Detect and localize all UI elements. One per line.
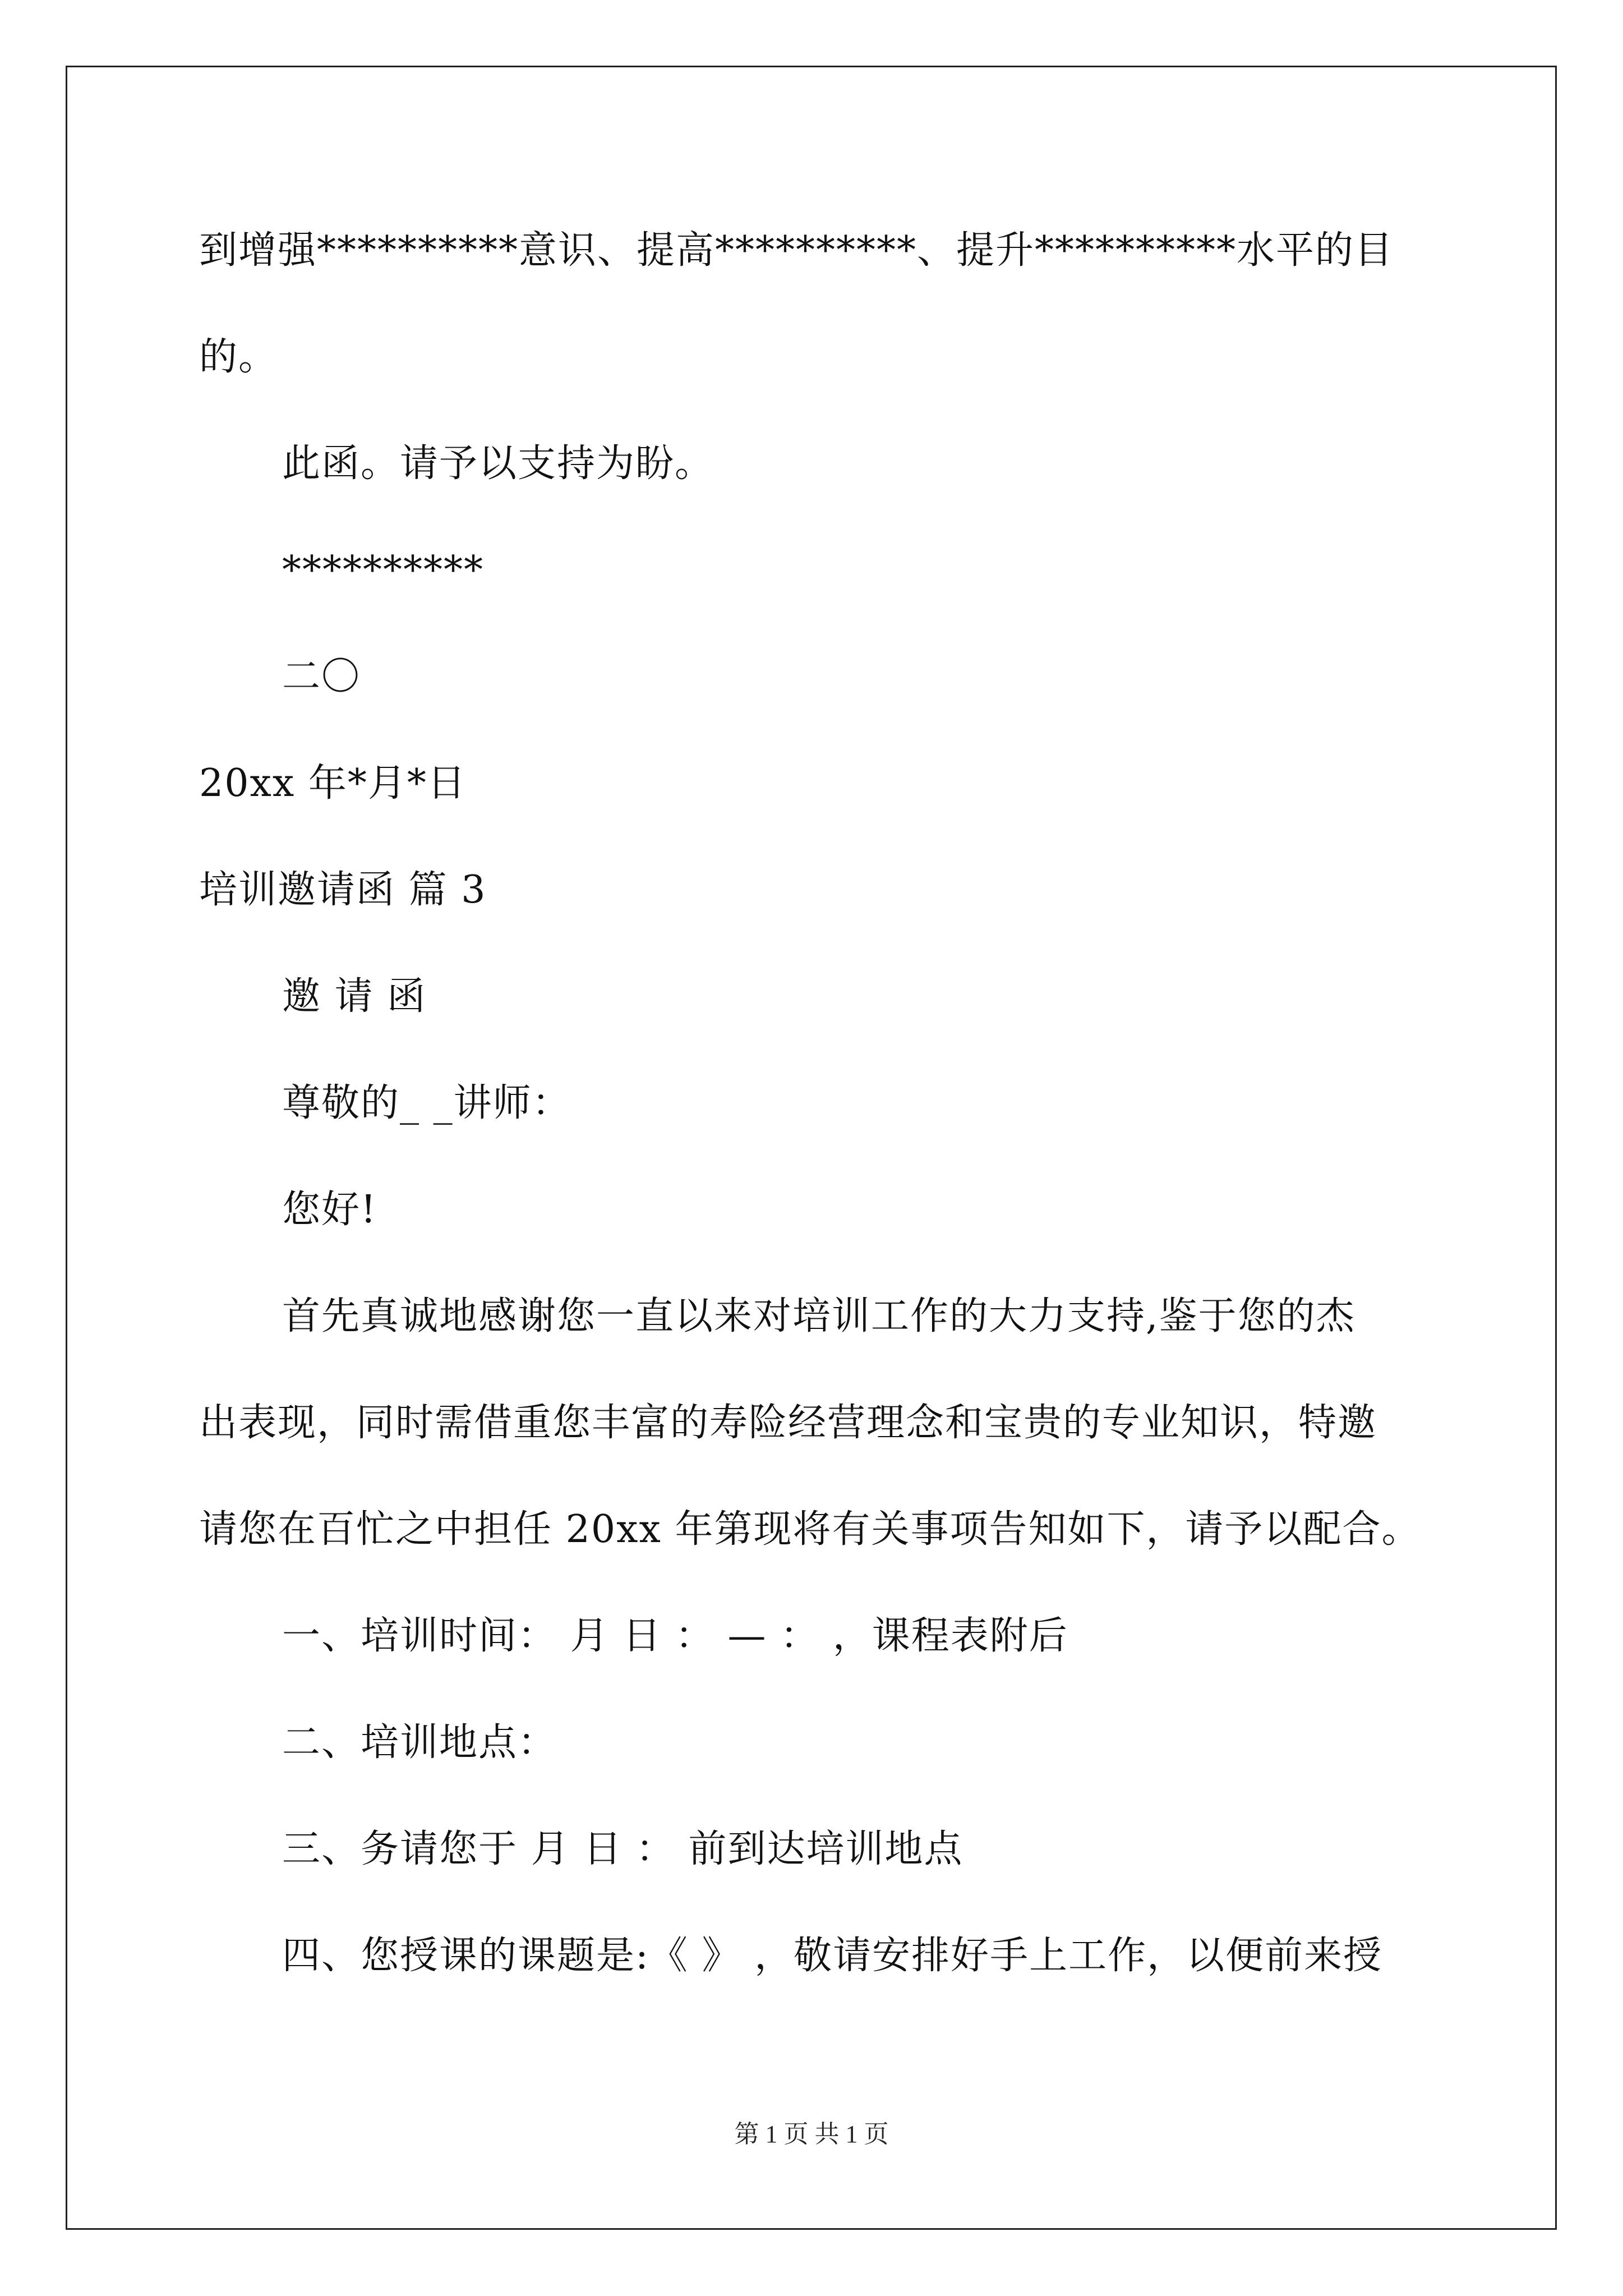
page-number-footer: 第 1 页 共 1 页 <box>734 2120 889 2148</box>
paragraph-line: 请您在百忙之中担任 20xx 年第现将有关事项告知如下，请予以配合。 <box>199 1507 1421 1552</box>
paragraph-line: 到增强**********意识、提高**********、提升**********水平的目 <box>199 228 1394 273</box>
paragraph-line: 首先真诚地感谢您一直以来对培训工作的大力支持,鉴于您的杰 <box>282 1294 1355 1338</box>
paragraph-line: 的。 <box>199 335 278 379</box>
letter-title: 邀 请 函 <box>282 974 427 1019</box>
date-prefix: 二〇 <box>282 655 361 699</box>
paragraph-line: 出表现，同时需借重您丰富的寿险经营理念和宝贵的专业知识，特邀 <box>199 1401 1377 1445</box>
list-item-topic: 四、您授课的课题是:《 》 ，敬请安排好手上工作，以便前来授 <box>282 1934 1383 1978</box>
section-heading: 培训邀请函 篇 3 <box>199 868 487 912</box>
date-line: 20xx 年*月*日 <box>199 761 467 806</box>
list-item-location: 二、培训地点： <box>282 1720 557 1765</box>
closing-line: 此函。请予以支持为盼。 <box>282 441 714 486</box>
list-item-time: 一、培训时间： 月 日 ： — ： ，课程表附后 <box>282 1614 1068 1658</box>
sender-name: ********** <box>282 548 484 592</box>
list-item-arrival: 三、务请您于 月 日 ： 前到达培训地点 <box>282 1827 963 1871</box>
salutation: 尊敬的_ _讲师： <box>282 1081 571 1125</box>
page-frame <box>66 66 1557 2230</box>
greeting: 您好! <box>282 1188 377 1232</box>
